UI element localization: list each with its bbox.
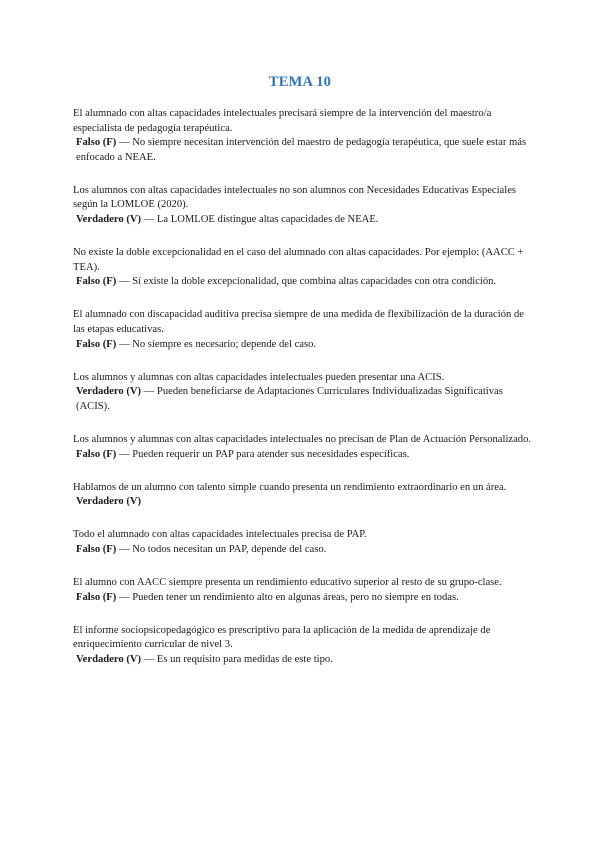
question-answer — [73, 385, 533, 414]
question-answer — [73, 338, 533, 353]
question-statement: El alumnado con discapacidad auditiva precisa siempre de una medida de flexibilización de la duración de las etapas educativas. — [73, 309, 524, 336]
question-statement: El informe sociopsicopedagógico es prescriptivo para la aplicación de la medida de aprendizaje de enriquecimiento curricular de nivel 3. — [73, 624, 491, 651]
answer-label: Falso (F) — [76, 137, 117, 149]
answer-explanation: — La LOMLOE distingue altas capacidades de NEAE. — [141, 214, 379, 226]
question-answer — [73, 213, 533, 228]
answer-explanation: — Sí existe la doble excepcionalidad, que combina altas capacidades con otra condición. — [116, 276, 497, 288]
answer-explanation: — Pueden tener un rendimiento alto en algunas áreas, pero no siempre en todas. — [116, 591, 459, 603]
answer-explanation: — No siempre necesitan intervención del maestro de pedagogía terapéutica, que suele estar más enfocado a NEAE. — [76, 137, 527, 163]
question-item — [73, 576, 533, 605]
question-answer — [73, 275, 533, 290]
question-answer — [73, 591, 533, 606]
answer-explanation: — Pueden beneficiarse de Adaptaciones Curriculares Individualizadas Significativas (ACIS). — [76, 386, 503, 412]
answer-label: Falso (F) — [76, 338, 117, 350]
answer-explanation: — Pueden requerir un PAP para atender sus necesidades específicas. — [116, 448, 410, 460]
question-statement: Los alumnos y alumnas con altas capacidades intelectuales pueden presentar una ACIS. — [73, 371, 445, 383]
question-answer — [73, 136, 533, 165]
answer-label: Falso (F) — [76, 543, 117, 555]
question-item — [73, 107, 533, 165]
answer-explanation: — Es un requisito para medidas de este tipo. — [141, 653, 333, 665]
answer-label: Verdadero (V) — [76, 653, 142, 665]
question-item — [73, 528, 533, 557]
question-statement: El alumno con AACC siempre presenta un rendimiento educativo superior al resto de su grupo-clase. — [73, 577, 502, 589]
answer-explanation: — No siempre es necesario; depende del caso. — [116, 338, 317, 350]
answer-label: Verdadero (V) — [76, 214, 142, 226]
question-item — [73, 371, 533, 415]
answer-label: Falso (F) — [76, 276, 117, 288]
question-answer — [73, 495, 533, 510]
question-item — [73, 184, 533, 228]
question-item — [73, 481, 533, 510]
question-answer — [73, 543, 533, 558]
page-title: TEMA 10 — [268, 74, 332, 90]
question-answer — [73, 653, 533, 668]
question-statement: Los alumnos con altas capacidades intelectuales no son alumnos con Necesidades Educativas Especiales según la LOMLOE (2020). — [73, 184, 517, 211]
question-statement: No existe la doble excepcionalidad en el caso del alumnado con altas capacidades. Por ejemplo: (AACC + TEA). — [73, 247, 524, 273]
question-answer — [73, 448, 533, 463]
question-statement: Hablamos de un alumno con talento simple cuando presenta un rendimiento extraordinario en un área. — [73, 481, 507, 493]
answer-label: Verdadero (V) — [76, 386, 142, 398]
question-item — [73, 308, 533, 352]
question-statement: Todo el alumnado con altas capacidades intelectuales precisa de PAP. — [73, 529, 367, 541]
question-statement: Los alumnos y alumnas con altas capacidades intelectuales no precisan de Plan de Actuación Personalizado. — [73, 434, 532, 445]
answer-label: Verdadero (V) — [76, 496, 142, 508]
question-item — [73, 246, 533, 290]
question-list — [73, 107, 533, 686]
answer-label: Falso (F) — [76, 448, 117, 460]
question-statement: El alumnado con altas capacidades intelectuales precisará siempre de la intervención del maestro/a especialista de pedagogía terapéutica. — [73, 108, 492, 134]
question-item — [73, 433, 533, 462]
answer-explanation: — No todos necesitan un PAP, depende del caso. — [116, 543, 327, 555]
question-item — [73, 624, 533, 668]
answer-label: Falso (F) — [76, 591, 117, 603]
